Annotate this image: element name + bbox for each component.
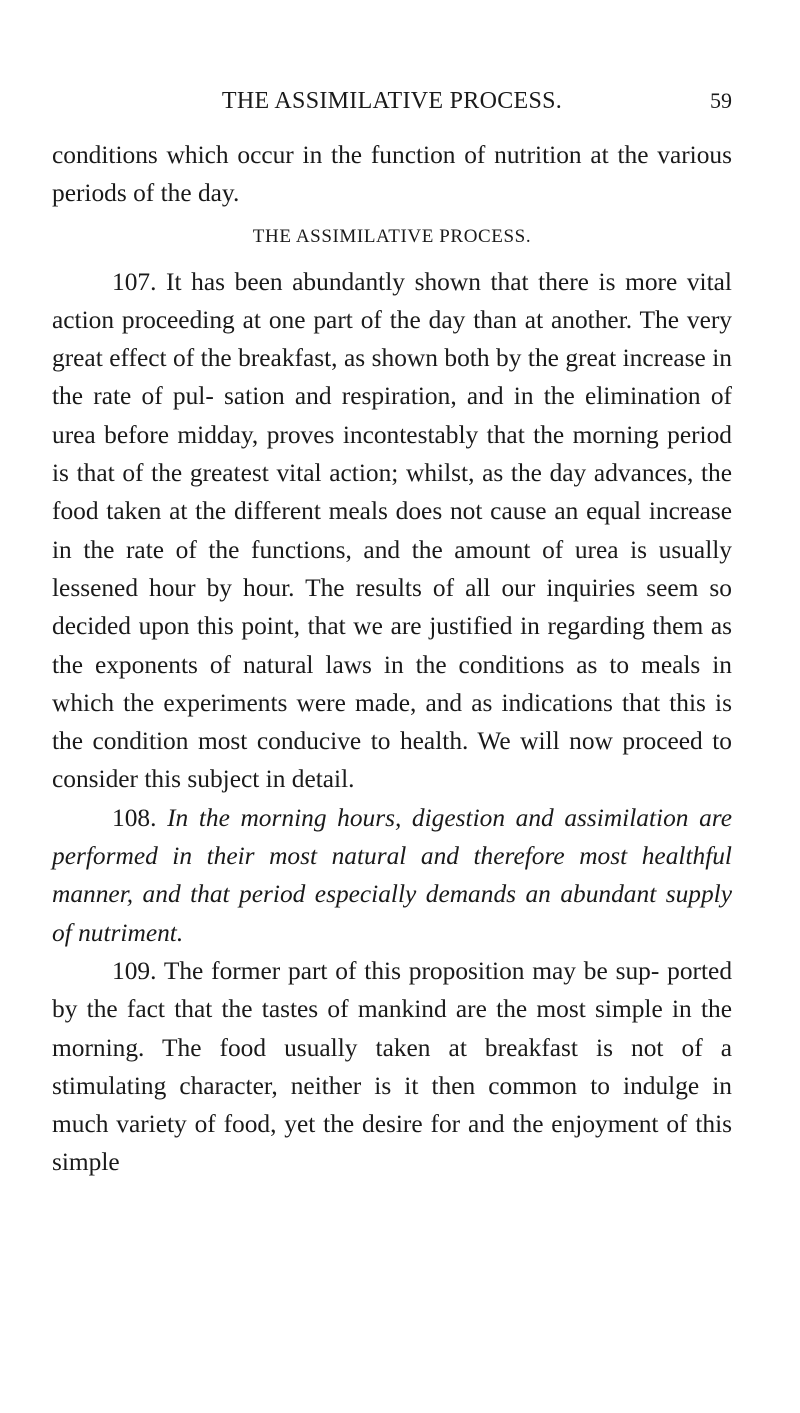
paragraph-number: 109.	[112, 956, 157, 985]
paragraph-number: 108.	[112, 803, 157, 832]
paragraph-109	[52, 952, 732, 1182]
section-heading: THE ASSIMILATIVE PROCESS.	[252, 225, 532, 247]
running-title: THE ASSIMILATIVE PROCESS.	[221, 88, 563, 114]
page-number: 59	[710, 88, 732, 113]
paragraph-number: 107.	[112, 267, 157, 296]
book-page	[52, 0, 732, 1413]
paragraph-text: It has been abundantly shown that there is more vital action proceeding at one part of the day than at another. The very great effect of the breakfast, as shown both by the great increase in the rate of pul- sation and respiration, and in the elimination of urea before midday, proves incontestably that the morning period is that of the greatest vital action; whilst, as the day advances, the food taken at the different meals does not cause an equal increase in the rate of the functions, and the amount of urea is usually lessened hour by hour. The results of all our inquiries seem so decided upon this point, that we are justified in regarding them as the exponents of natural laws in the conditions as to meals in which the experiments were made, and as indications that this is the condition most conducive to health. We will now proceed to consider this subject in detail.	[52, 267, 732, 794]
paragraph-text: The former part of this proposition may be sup- ported by the fact that the tastes of mankind are the most simple in the morning. The food usually taken at breakfast is not of a stimulating character, neither is it then common to indulge in much variety of food, yet the desire for and the enjoyment of this simple	[52, 956, 733, 1177]
paragraph-text-italic: In the morning hours, digestion and assimilation are performed in their most natural and therefore most healthful manner, and that period especially demands an abundant supply of nutriment.	[52, 803, 732, 947]
paragraph-108	[52, 799, 732, 952]
continuation-paragraph: conditions which occur in the function of nutrition at the various periods of the day.	[52, 141, 732, 208]
paragraph-107	[52, 263, 732, 799]
body-text	[52, 136, 732, 1182]
running-header	[52, 88, 732, 122]
